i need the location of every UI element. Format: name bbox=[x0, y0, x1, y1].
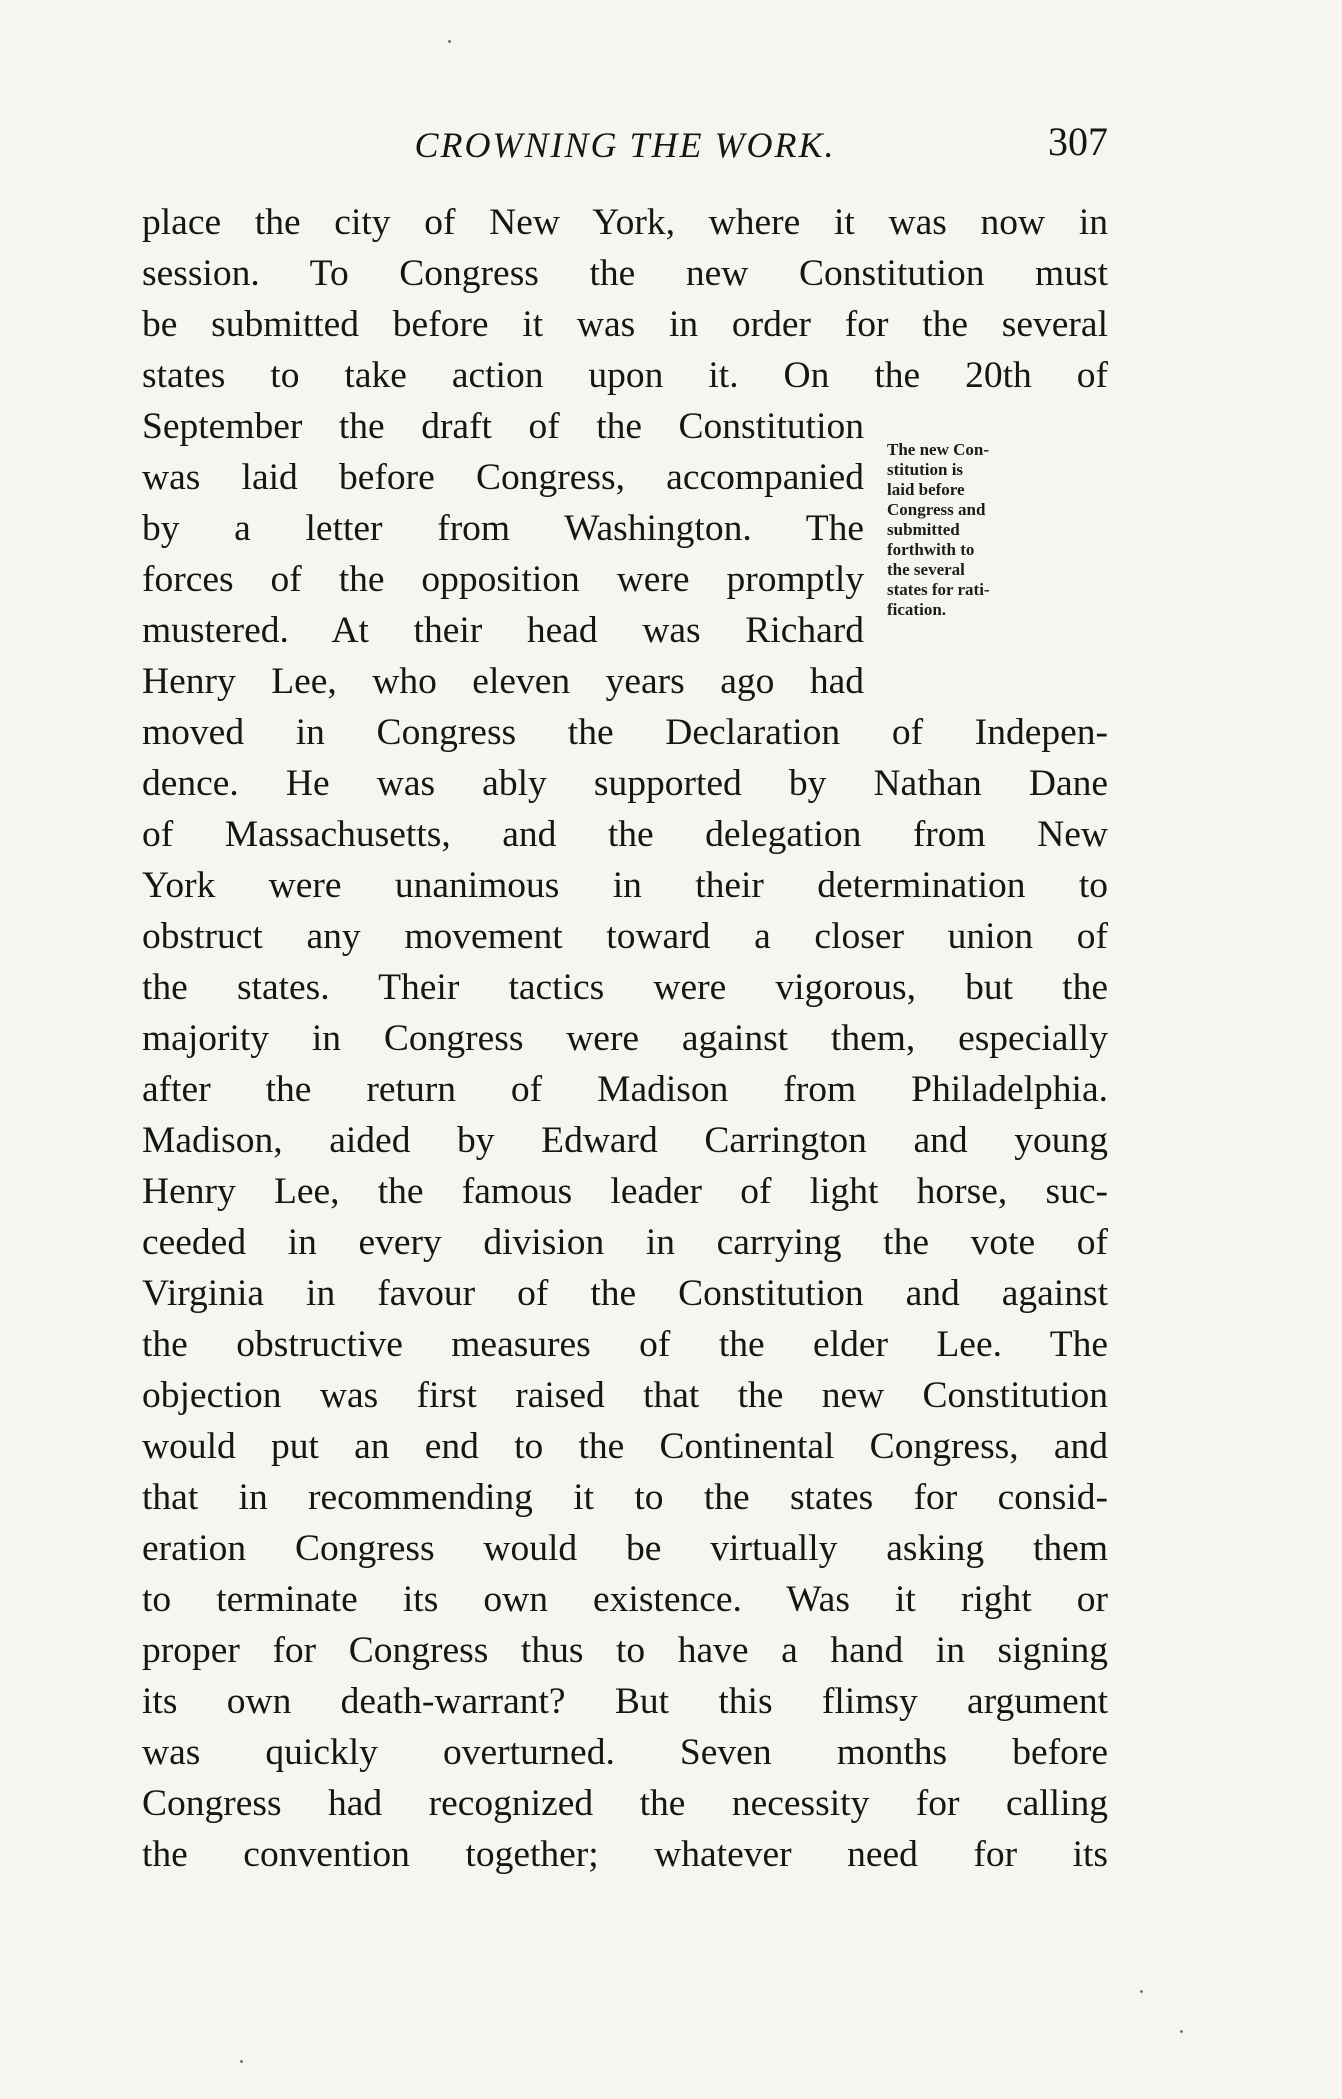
text-line: of Massachusetts, and the delegation from New bbox=[142, 814, 1108, 855]
text-line: Henry Lee, the famous leader of light horse, suc- bbox=[142, 1171, 1108, 1212]
text-line: ceeded in every division in carrying the vote of bbox=[142, 1222, 1108, 1263]
page-number: 307 bbox=[1048, 119, 1108, 164]
text-line: states to take action upon it. On the 20th of bbox=[142, 355, 1108, 396]
text-line: proper for Congress thus to have a hand in signing bbox=[142, 1630, 1108, 1671]
running-header bbox=[142, 119, 1108, 184]
text-line: moved in Congress the Declaration of Indepen- bbox=[142, 712, 1108, 753]
text-line: its own death-warrant? But this flimsy argument bbox=[142, 1681, 1108, 1722]
margin-note-line: stitution is bbox=[887, 460, 964, 479]
text-line: York were unanimous in their determination to bbox=[142, 865, 1108, 906]
text-line: mustered. At their head was Richard bbox=[142, 610, 864, 651]
text-line: session. To Congress the new Constitution must bbox=[142, 253, 1108, 294]
text-line: Madison, aided by Edward Carrington and young bbox=[142, 1120, 1108, 1161]
paper-speck bbox=[240, 2060, 243, 2063]
text-line: obstruct any movement toward a closer union of bbox=[142, 916, 1108, 957]
text-line: the convention together; whatever need for its bbox=[142, 1834, 1108, 1875]
text-line: the obstructive measures of the elder Lee. The bbox=[142, 1324, 1108, 1365]
chapter-title: CROWNING THE WORK. bbox=[414, 125, 836, 165]
text-line: eration Congress would be virtually asking them bbox=[142, 1528, 1108, 1569]
text-line: objection was first raised that the new Constitution bbox=[142, 1375, 1108, 1416]
margin-note-line: Congress and bbox=[887, 500, 986, 519]
paper-speck bbox=[1180, 2030, 1183, 2033]
margin-note-line: states for rati- bbox=[887, 580, 990, 599]
text-line: majority in Congress were against them, especially bbox=[142, 1018, 1108, 1059]
text-line: September the draft of the Constitution bbox=[142, 406, 864, 447]
margin-note bbox=[887, 440, 1077, 620]
text-line: forces of the opposition were promptly bbox=[142, 559, 864, 600]
text-line: that in recommending it to the states for consid- bbox=[142, 1477, 1108, 1518]
text-line: was quickly overturned. Seven months before bbox=[142, 1732, 1108, 1773]
text-line: would put an end to the Continental Congress, and bbox=[142, 1426, 1108, 1467]
margin-note-line: laid before bbox=[887, 480, 965, 499]
text-line: Virginia in favour of the Constitution and against bbox=[142, 1273, 1108, 1314]
text-line: the states. Their tactics were vigorous, but the bbox=[142, 967, 1108, 1008]
text-line: be submitted before it was in order for the several bbox=[142, 304, 1108, 345]
margin-note-line: submitted bbox=[887, 520, 960, 539]
margin-note-line: The new Con- bbox=[887, 440, 990, 459]
text-line: was laid before Congress, accompanied bbox=[142, 457, 864, 498]
paper-speck bbox=[448, 40, 451, 43]
text-line: place the city of New York, where it was now in bbox=[142, 202, 1108, 243]
paper-speck bbox=[1140, 1990, 1143, 1993]
margin-note-line: forthwith to bbox=[887, 540, 975, 559]
margin-note-line: the several bbox=[887, 560, 965, 579]
text-line: Henry Lee, who eleven years ago had bbox=[142, 661, 864, 702]
text-line: by a letter from Washington. The bbox=[142, 508, 864, 549]
text-line: dence. He was ably supported by Nathan Dane bbox=[142, 763, 1108, 804]
margin-note-line: fication. bbox=[887, 600, 947, 619]
text-line: to terminate its own existence. Was it right or bbox=[142, 1579, 1108, 1620]
text-line: Congress had recognized the necessity for calling bbox=[142, 1783, 1108, 1824]
text-line: after the return of Madison from Philadelphia. bbox=[142, 1069, 1108, 1110]
